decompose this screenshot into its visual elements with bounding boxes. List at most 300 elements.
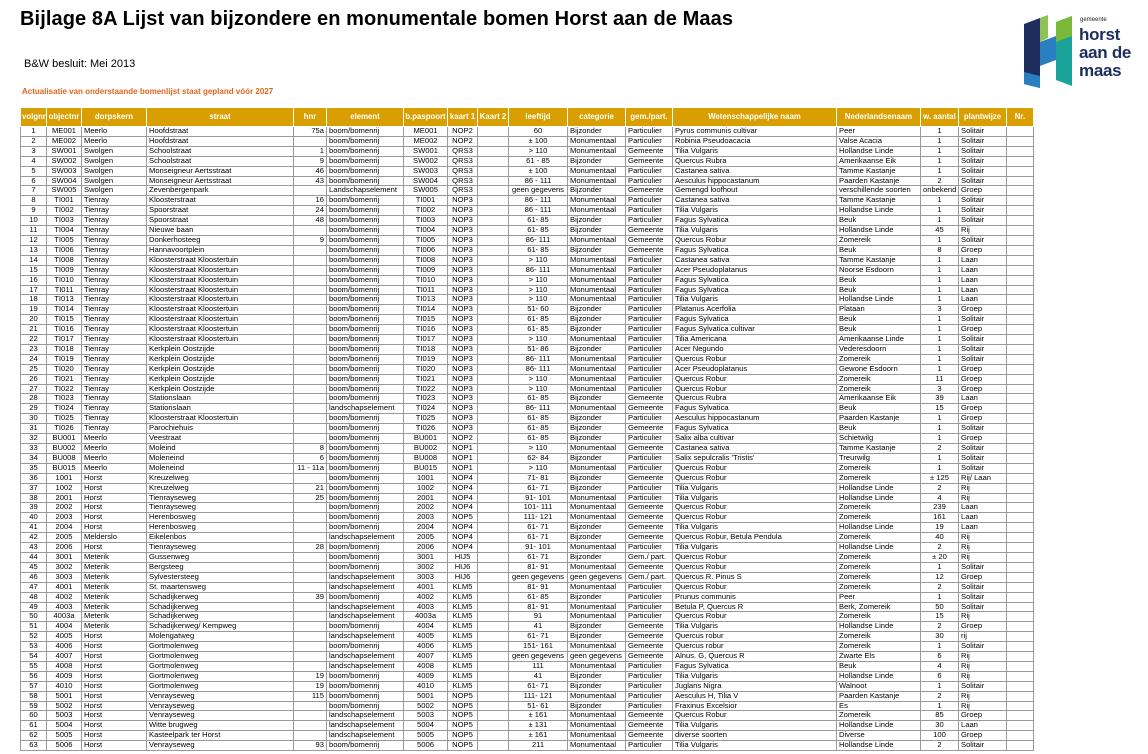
table-cell bbox=[294, 562, 327, 572]
table-cell: Tienray bbox=[82, 404, 147, 414]
table-cell: Gemeente bbox=[626, 731, 673, 741]
table-cell: NOP3 bbox=[448, 404, 478, 414]
table-cell: landschapselement bbox=[327, 533, 404, 543]
table-cell: 4009 bbox=[404, 671, 448, 681]
table-cell: Particulier bbox=[626, 295, 673, 305]
table-cell: TI005 bbox=[404, 235, 448, 245]
table-cell: Gemeente bbox=[626, 444, 673, 454]
table-cell: Particulier bbox=[626, 127, 673, 137]
table-cell bbox=[478, 493, 509, 503]
table-cell: Zomereik bbox=[837, 473, 921, 483]
update-note: Actualisatie van onderstaande bomenlijst staat gepland vóór 2027 bbox=[22, 87, 274, 96]
table-cell: 2003 bbox=[47, 513, 82, 523]
table-cell bbox=[294, 226, 327, 236]
table-cell: 2006 bbox=[47, 543, 82, 553]
table-cell: Zomereik bbox=[837, 354, 921, 364]
table-row bbox=[21, 285, 1034, 295]
table-cell: Aesculus hippocastanum bbox=[673, 176, 837, 186]
table-cell: 63 bbox=[21, 741, 47, 751]
table-cell: Swolgen bbox=[82, 166, 147, 176]
table-cell: NOP2 bbox=[448, 434, 478, 444]
table-cell: QRS3 bbox=[448, 156, 478, 166]
table-cell: 40 bbox=[921, 533, 959, 543]
table-cell bbox=[294, 622, 327, 632]
table-cell: 1 bbox=[921, 156, 959, 166]
table-cell: Kloosterstraat Kloostertuin bbox=[147, 255, 294, 265]
table-cell: Schietwilg bbox=[837, 434, 921, 444]
table-cell bbox=[1007, 642, 1034, 652]
table-cell bbox=[478, 503, 509, 513]
trees-table-wrapper bbox=[20, 107, 1033, 751]
table-cell: Tienray bbox=[82, 335, 147, 345]
table-cell: Monumentaal bbox=[568, 235, 626, 245]
table-cell: 2 bbox=[921, 543, 959, 553]
table-cell: Peer bbox=[837, 127, 921, 137]
table-cell: boom/bomenrij bbox=[327, 463, 404, 473]
logo-word-3: maas bbox=[1079, 61, 1122, 80]
table-cell: Fagus Sylvatica bbox=[673, 285, 837, 295]
table-cell bbox=[294, 285, 327, 295]
table-cell bbox=[478, 285, 509, 295]
table-cell: Quercus Robur bbox=[673, 582, 837, 592]
table-row bbox=[21, 127, 1034, 137]
table-cell: geen gegevens bbox=[509, 572, 568, 582]
table-cell: boom/bomenrij bbox=[327, 691, 404, 701]
table-cell: Rij/ Laan bbox=[959, 473, 1007, 483]
column-header: volgnr bbox=[21, 108, 47, 127]
table-cell bbox=[294, 255, 327, 265]
table-cell: Quercus Robur bbox=[673, 552, 837, 562]
table-cell: Tilia Vulgaris bbox=[673, 206, 837, 216]
table-cell bbox=[1007, 582, 1034, 592]
table-cell bbox=[478, 453, 509, 463]
table-cell: landschapselement bbox=[327, 602, 404, 612]
table-cell: Monumentaal bbox=[568, 602, 626, 612]
table-cell bbox=[478, 444, 509, 454]
table-row bbox=[21, 622, 1034, 632]
table-cell: 101- 111 bbox=[509, 503, 568, 513]
table-cell: Hollandse Linde bbox=[837, 206, 921, 216]
table-cell bbox=[478, 473, 509, 483]
table-cell: Tienrayseweg bbox=[147, 493, 294, 503]
table-cell: landschapselement bbox=[327, 721, 404, 731]
table-cell: Particulier bbox=[626, 325, 673, 335]
table-cell: 21 bbox=[294, 483, 327, 493]
table-cell: 85 bbox=[921, 711, 959, 721]
table-row bbox=[21, 533, 1034, 543]
table-cell: landschapselement bbox=[327, 582, 404, 592]
table-cell: Laan bbox=[959, 513, 1007, 523]
table-cell: 4003a bbox=[404, 612, 448, 622]
table-cell: Meterik bbox=[82, 562, 147, 572]
table-cell bbox=[478, 196, 509, 206]
table-row bbox=[21, 394, 1034, 404]
table-cell: Gortmolenweg bbox=[147, 681, 294, 691]
table-cell bbox=[294, 632, 327, 642]
table-cell: Horst bbox=[82, 543, 147, 553]
table-cell: 58 bbox=[21, 691, 47, 701]
table-cell: 39 bbox=[921, 394, 959, 404]
table-cell: Solitair bbox=[959, 592, 1007, 602]
table-cell: Peer bbox=[837, 592, 921, 602]
table-cell: Robinia Pseudoacacia bbox=[673, 136, 837, 146]
table-cell bbox=[1007, 325, 1034, 335]
table-cell bbox=[1007, 305, 1034, 315]
table-cell bbox=[1007, 543, 1034, 553]
table-cell: Tamme Kastanje bbox=[837, 255, 921, 265]
table-cell bbox=[1007, 493, 1034, 503]
table-cell: Meterik bbox=[82, 552, 147, 562]
table-cell: 46 bbox=[294, 166, 327, 176]
table-cell: Swolgen bbox=[82, 186, 147, 196]
table-cell: 5003 bbox=[47, 711, 82, 721]
table-row bbox=[21, 186, 1034, 196]
table-cell: Herenbosweg bbox=[147, 513, 294, 523]
table-cell: Aesculus hippocastanum bbox=[673, 414, 837, 424]
table-cell: 16 bbox=[21, 275, 47, 285]
table-row bbox=[21, 384, 1034, 394]
table-cell: Zomereik bbox=[837, 562, 921, 572]
table-cell: BU001 bbox=[47, 434, 82, 444]
table-cell: Quercus Robur bbox=[673, 374, 837, 384]
table-cell: 1 bbox=[921, 681, 959, 691]
table-cell: 36 bbox=[21, 473, 47, 483]
table-cell: KLM5 bbox=[448, 592, 478, 602]
table-cell: NOP3 bbox=[448, 335, 478, 345]
table-cell: 15 bbox=[21, 265, 47, 275]
table-cell: Groep bbox=[959, 305, 1007, 315]
table-cell: Solitair bbox=[959, 136, 1007, 146]
table-cell: Monumentaal bbox=[568, 562, 626, 572]
table-row bbox=[21, 305, 1034, 315]
table-cell: 4003a bbox=[47, 612, 82, 622]
column-header: Nr. bbox=[1007, 108, 1034, 127]
table-cell: 51- 86 bbox=[509, 344, 568, 354]
table-cell: Tienray bbox=[82, 285, 147, 295]
table-cell bbox=[294, 642, 327, 652]
table-cell: Witte brugweg bbox=[147, 721, 294, 731]
table-cell bbox=[294, 265, 327, 275]
table-cell: Moleind bbox=[147, 444, 294, 454]
table-cell: 14 bbox=[21, 255, 47, 265]
table-cell bbox=[478, 275, 509, 285]
table-cell: Particulier bbox=[626, 602, 673, 612]
table-cell: Bijzonder bbox=[568, 701, 626, 711]
table-cell: SW001 bbox=[404, 146, 448, 156]
table-cell: ME002 bbox=[47, 136, 82, 146]
table-cell: Kreuzelweg bbox=[147, 483, 294, 493]
table-cell: Solitair bbox=[959, 315, 1007, 325]
table-row bbox=[21, 196, 1034, 206]
table-row bbox=[21, 315, 1034, 325]
table-cell: Rij bbox=[959, 533, 1007, 543]
table-row bbox=[21, 602, 1034, 612]
table-cell: NOP5 bbox=[448, 691, 478, 701]
table-cell: NOP3 bbox=[448, 344, 478, 354]
table-cell bbox=[294, 354, 327, 364]
table-cell: 4006 bbox=[404, 642, 448, 652]
table-cell: Berk, Zomereik bbox=[837, 602, 921, 612]
table-cell: 1002 bbox=[47, 483, 82, 493]
table-cell: Particulier bbox=[626, 691, 673, 701]
table-cell: TI021 bbox=[47, 374, 82, 384]
table-cell: Hollandse Linde bbox=[837, 226, 921, 236]
table-cell: NOP5 bbox=[448, 731, 478, 741]
table-cell bbox=[1007, 136, 1034, 146]
table-cell: Bijzonder bbox=[568, 533, 626, 543]
table-cell: Horst bbox=[82, 493, 147, 503]
column-header: straat bbox=[147, 108, 294, 127]
table-cell: TI018 bbox=[404, 344, 448, 354]
table-cell: onbekend bbox=[921, 186, 959, 196]
table-cell: Tilia Vulgaris bbox=[673, 721, 837, 731]
table-cell: KLM5 bbox=[448, 681, 478, 691]
table-cell: NOP1 bbox=[448, 453, 478, 463]
table-cell: Solitair bbox=[959, 354, 1007, 364]
table-cell: ME001 bbox=[404, 127, 448, 137]
table-cell: landschapselement bbox=[327, 612, 404, 622]
table-cell: Prunus communis bbox=[673, 592, 837, 602]
table-cell: ± 100 bbox=[509, 136, 568, 146]
table-cell: Solitair bbox=[959, 444, 1007, 454]
table-cell: NOP1 bbox=[448, 444, 478, 454]
table-cell: boom/bomenrij bbox=[327, 394, 404, 404]
table-cell: TI003 bbox=[47, 216, 82, 226]
table-cell: Fagus Sylvatica bbox=[673, 661, 837, 671]
table-cell: NOP3 bbox=[448, 226, 478, 236]
table-cell: SW002 bbox=[47, 156, 82, 166]
table-cell: Tienray bbox=[82, 235, 147, 245]
table-cell: Gemeente bbox=[626, 226, 673, 236]
column-header: Nederlandsenaam bbox=[837, 108, 921, 127]
table-cell: Plataan bbox=[837, 305, 921, 315]
table-cell: 115 bbox=[294, 691, 327, 701]
table-cell: boom/bomenrij bbox=[327, 543, 404, 553]
table-cell bbox=[478, 691, 509, 701]
table-row bbox=[21, 255, 1034, 265]
table-cell: 4004 bbox=[404, 622, 448, 632]
table-cell: TI006 bbox=[404, 245, 448, 255]
table-cell: Tienrayseweg bbox=[147, 543, 294, 553]
table-row bbox=[21, 661, 1034, 671]
table-cell bbox=[1007, 671, 1034, 681]
table-cell bbox=[478, 483, 509, 493]
table-cell: 40 bbox=[21, 513, 47, 523]
table-cell: 4005 bbox=[47, 632, 82, 642]
table-cell: Horst bbox=[82, 681, 147, 691]
table-cell: Gemeente bbox=[626, 711, 673, 721]
table-cell: 54 bbox=[21, 652, 47, 662]
table-cell bbox=[478, 166, 509, 176]
table-cell bbox=[1007, 235, 1034, 245]
table-row bbox=[21, 473, 1034, 483]
table-row bbox=[21, 503, 1034, 513]
table-cell: boom/bomenrij bbox=[327, 354, 404, 364]
table-cell: Kloosterstraat Kloostertuin bbox=[147, 265, 294, 275]
table-row bbox=[21, 216, 1034, 226]
table-row bbox=[21, 424, 1034, 434]
table-cell: boom/bomenrij bbox=[327, 196, 404, 206]
table-cell: Rij bbox=[959, 612, 1007, 622]
table-cell: Monumentaal bbox=[568, 612, 626, 622]
table-cell bbox=[478, 315, 509, 325]
table-cell: Spoorstraat bbox=[147, 216, 294, 226]
table-cell bbox=[1007, 572, 1034, 582]
table-cell: 51 bbox=[21, 622, 47, 632]
table-cell: Kloosterstraat Kloostertuin bbox=[147, 275, 294, 285]
column-header: hnr bbox=[294, 108, 327, 127]
table-cell: HIJ5 bbox=[448, 552, 478, 562]
table-cell: Hollandse Linde bbox=[837, 543, 921, 553]
table-cell: Laan bbox=[959, 721, 1007, 731]
table-cell: 91- 101 bbox=[509, 543, 568, 553]
table-body bbox=[21, 127, 1034, 751]
table-cell: Bijzonder bbox=[568, 424, 626, 434]
table-cell bbox=[1007, 473, 1034, 483]
table-cell: Solitair bbox=[959, 562, 1007, 572]
column-header: leeftijd bbox=[509, 108, 568, 127]
table-cell: Gemeente bbox=[626, 513, 673, 523]
table-cell: Tilia Vulgaris bbox=[673, 671, 837, 681]
table-cell bbox=[478, 404, 509, 414]
table-row bbox=[21, 721, 1034, 731]
column-header: plantwijze bbox=[959, 108, 1007, 127]
table-cell: Horst bbox=[82, 503, 147, 513]
table-cell: 5005 bbox=[47, 731, 82, 741]
table-cell: 4010 bbox=[47, 681, 82, 691]
table-cell: Moleneind bbox=[147, 453, 294, 463]
table-cell: 3003 bbox=[47, 572, 82, 582]
table-row bbox=[21, 453, 1034, 463]
table-cell bbox=[294, 523, 327, 533]
table-cell: 61- 85 bbox=[509, 216, 568, 226]
table-cell: Monumentaal bbox=[568, 374, 626, 384]
table-cell: geen gegevens bbox=[568, 572, 626, 582]
table-cell: Tienray bbox=[82, 216, 147, 226]
table-cell bbox=[294, 701, 327, 711]
table-cell: Betula P, Quercus R bbox=[673, 602, 837, 612]
table-cell bbox=[1007, 453, 1034, 463]
table-cell: 61- 85 bbox=[509, 424, 568, 434]
table-cell: Hollandse Linde bbox=[837, 493, 921, 503]
table-cell: Bijzonder bbox=[568, 325, 626, 335]
table-cell: 111- 121 bbox=[509, 691, 568, 701]
table-row bbox=[21, 632, 1034, 642]
table-cell: 1 bbox=[921, 275, 959, 285]
table-cell: Monseigneur Aertsstraat bbox=[147, 166, 294, 176]
table-cell: Juglans Nigra bbox=[673, 681, 837, 691]
table-row bbox=[21, 642, 1034, 652]
table-cell: Particulier bbox=[626, 305, 673, 315]
table-cell: 4006 bbox=[47, 642, 82, 652]
table-cell bbox=[478, 463, 509, 473]
table-cell: Bijzonder bbox=[568, 671, 626, 681]
table-cell: 2 bbox=[921, 483, 959, 493]
table-cell: Tienray bbox=[82, 384, 147, 394]
table-cell: Laan bbox=[959, 275, 1007, 285]
table-cell: Groep bbox=[959, 384, 1007, 394]
table-cell: TI001 bbox=[47, 196, 82, 206]
table-cell bbox=[1007, 335, 1034, 345]
table-cell: diverse soorten bbox=[673, 731, 837, 741]
table-cell: Nieuwe baan bbox=[147, 226, 294, 236]
table-cell: Rij bbox=[959, 671, 1007, 681]
table-cell: Kasteelpark ter Horst bbox=[147, 731, 294, 741]
table-cell bbox=[478, 741, 509, 751]
table-cell: TI013 bbox=[404, 295, 448, 305]
table-cell: 29 bbox=[21, 404, 47, 414]
table-cell: Tilia Americana bbox=[673, 335, 837, 345]
table-cell: Kerkplein Oostzijde bbox=[147, 354, 294, 364]
table-cell: Diverse bbox=[837, 731, 921, 741]
table-cell: TI013 bbox=[47, 295, 82, 305]
table-cell: NOP3 bbox=[448, 394, 478, 404]
table-cell: Gemeente bbox=[626, 235, 673, 245]
table-row bbox=[21, 414, 1034, 424]
table-cell: 1002 bbox=[404, 483, 448, 493]
table-cell: 18 bbox=[21, 295, 47, 305]
table-cell bbox=[478, 186, 509, 196]
table-cell bbox=[478, 652, 509, 662]
table-cell: Tienray bbox=[82, 295, 147, 305]
table-cell: Tienrayseweg bbox=[147, 503, 294, 513]
table-cell: 1 bbox=[921, 562, 959, 572]
table-cell: 3002 bbox=[404, 562, 448, 572]
table-cell: Solitair bbox=[959, 642, 1007, 652]
table-cell: Kloosterstraat Kloostertuin bbox=[147, 305, 294, 315]
table-cell: 8 bbox=[921, 245, 959, 255]
table-cell bbox=[1007, 523, 1034, 533]
table-row bbox=[21, 691, 1034, 701]
table-cell: 61- 71 bbox=[509, 533, 568, 543]
table-cell: Monumentaal bbox=[568, 364, 626, 374]
table-cell: 27 bbox=[21, 384, 47, 394]
table-cell: Monumentaal bbox=[568, 741, 626, 751]
table-cell: 3003 bbox=[404, 572, 448, 582]
table-cell: 1 bbox=[921, 424, 959, 434]
table-cell: 4003 bbox=[404, 602, 448, 612]
table-cell: 75a bbox=[294, 127, 327, 137]
table-cell: NOP2 bbox=[448, 127, 478, 137]
table-cell bbox=[478, 681, 509, 691]
table-cell: landschapselement bbox=[327, 731, 404, 741]
table-cell: Venrayseweg bbox=[147, 691, 294, 701]
table-row bbox=[21, 434, 1034, 444]
table-cell: Tienray bbox=[82, 245, 147, 255]
table-cell: Laan bbox=[959, 265, 1007, 275]
table-cell: 5001 bbox=[47, 691, 82, 701]
table-cell: KLM5 bbox=[448, 642, 478, 652]
table-cell bbox=[478, 374, 509, 384]
table-cell: Solitair bbox=[959, 344, 1007, 354]
table-cell: 41 bbox=[509, 671, 568, 681]
table-cell: 9 bbox=[21, 206, 47, 216]
table-cell: Meerlo bbox=[82, 434, 147, 444]
table-cell: Gemeente bbox=[626, 533, 673, 543]
table-cell: 7 bbox=[21, 186, 47, 196]
table-cell: St. maartensweg bbox=[147, 582, 294, 592]
table-cell: Quercus Robur bbox=[673, 503, 837, 513]
table-cell: Quercus Rubra bbox=[673, 394, 837, 404]
table-cell: Horst bbox=[82, 642, 147, 652]
table-cell: Gemeente bbox=[626, 632, 673, 642]
table-cell: Acer Pseudoplatanus bbox=[673, 265, 837, 275]
table-cell: Tienray bbox=[82, 325, 147, 335]
table-cell: Bijzonder bbox=[568, 622, 626, 632]
table-cell: Tienray bbox=[82, 424, 147, 434]
table-cell bbox=[294, 661, 327, 671]
table-cell: 25 bbox=[21, 364, 47, 374]
